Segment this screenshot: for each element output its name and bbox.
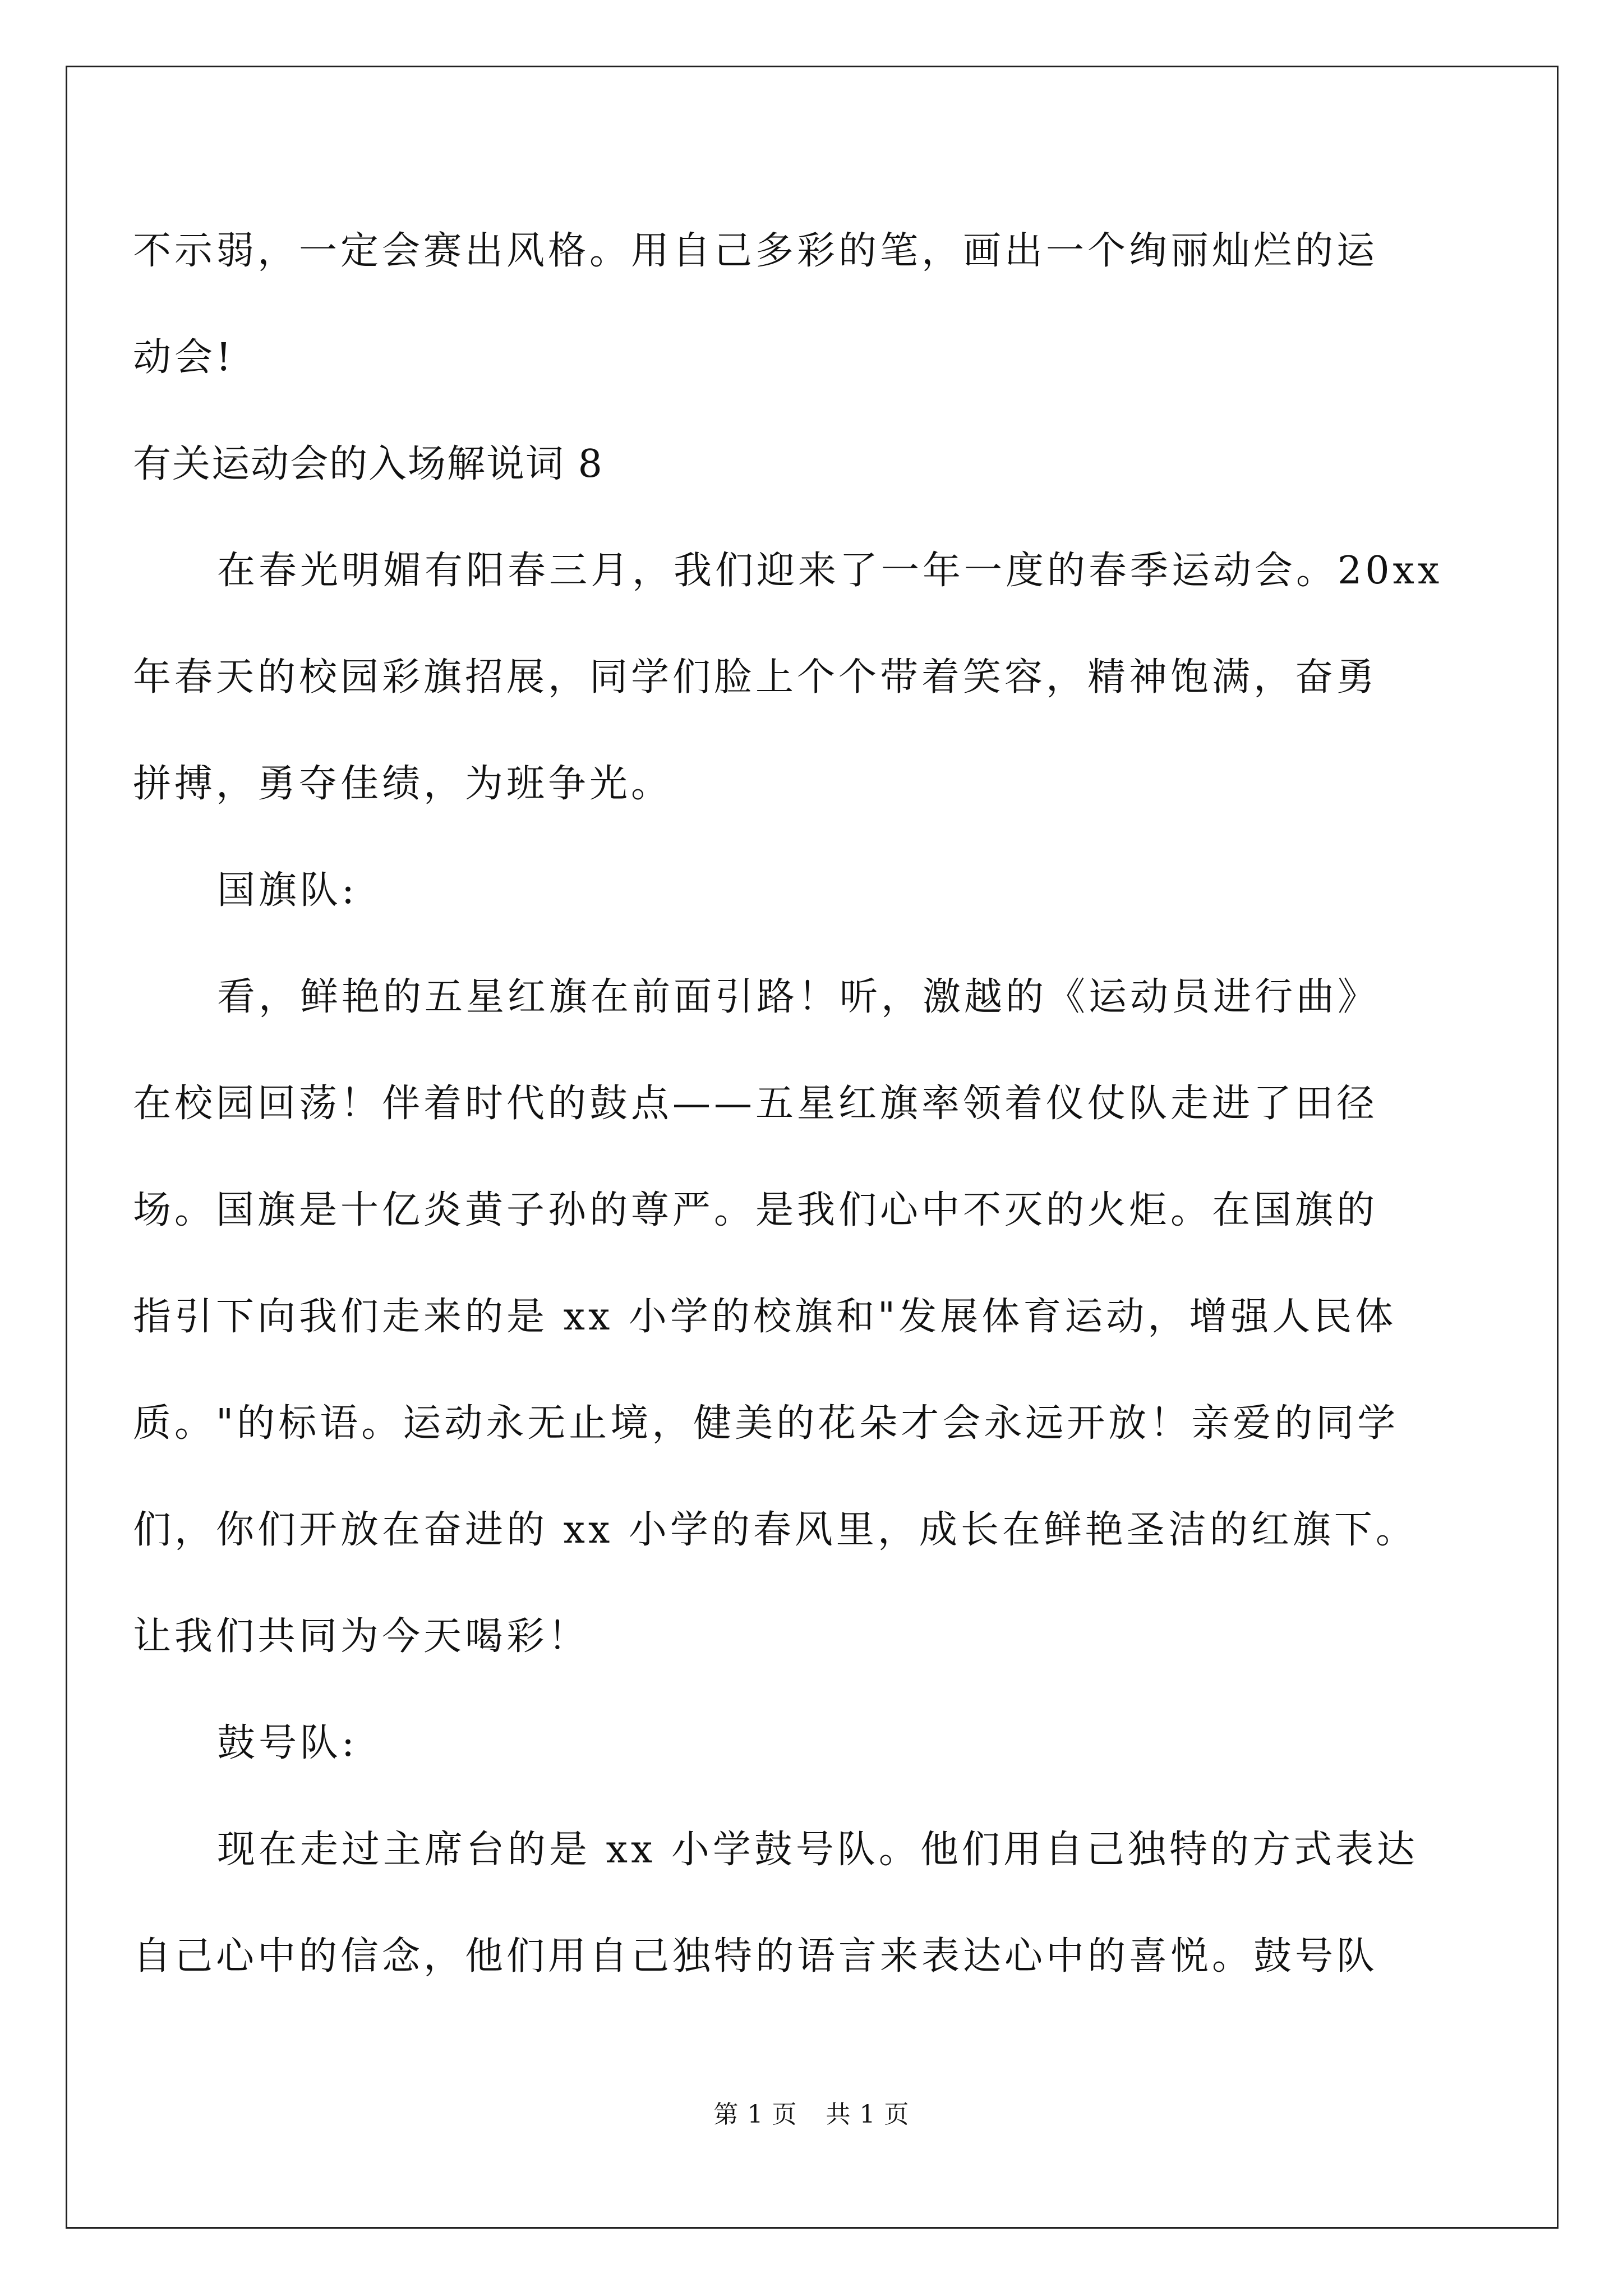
page-number: 第 1 页 bbox=[713, 2100, 797, 2129]
text-line: 指引下向我们走来的是 xx 小学的校旗和"发展体育运动，增强人民体 bbox=[133, 1295, 1397, 1339]
text-line: 年春天的校园彩旗招展，同学们脸上个个带着笑容，精神饱满，奋勇 bbox=[133, 655, 1378, 700]
section-heading: 有关运动会的入场解说词 8 bbox=[133, 442, 603, 486]
subsection-label: 鼓号队: bbox=[217, 1721, 358, 1765]
text-line: 质。"的标语。运动永无止境，健美的花朵才会永远开放！亲爱的同学 bbox=[133, 1401, 1399, 1446]
text-line: 在校园回荡！伴着时代的鼓点——五星红旗率领着仪仗队走进了田径 bbox=[133, 1082, 1378, 1126]
text-line: 在春光明媚有阳春三月，我们迎来了一年一度的春季运动会。20xx bbox=[217, 549, 1443, 593]
text-line: 拼搏，勇夺佳绩，为班争光。 bbox=[133, 762, 673, 806]
text-line: 看，鲜艳的五星红旗在前面引路！听，激越的《运动员进行曲》 bbox=[217, 975, 1380, 1019]
text-line: 场。国旗是十亿炎黄子孙的尊严。是我们心中不灭的火炬。在国旗的 bbox=[133, 1188, 1378, 1232]
text-line: 们，你们开放在奋进的 xx 小学的春风里，成长在鲜艳圣洁的红旗下。 bbox=[133, 1508, 1417, 1552]
subsection-label: 国旗队: bbox=[217, 868, 358, 913]
text-line: 自己心中的信念，他们用自己独特的语言来表达心中的喜悦。鼓号队 bbox=[133, 1934, 1378, 1978]
text-line: 让我们共同为今天喝彩！ bbox=[133, 1614, 590, 1659]
page-count: 共 1 页 bbox=[826, 2100, 910, 2129]
text-line: 动会! bbox=[133, 335, 235, 380]
page-border bbox=[66, 66, 1559, 2229]
page-footer bbox=[0, 2099, 1623, 2131]
text-line: 不示弱，一定会赛出风格。用自己多彩的笔，画出一个绚丽灿烂的运 bbox=[133, 229, 1378, 273]
text-line: 现在走过主席台的是 xx 小学鼓号队。他们用自己独特的方式表达 bbox=[217, 1828, 1418, 1872]
